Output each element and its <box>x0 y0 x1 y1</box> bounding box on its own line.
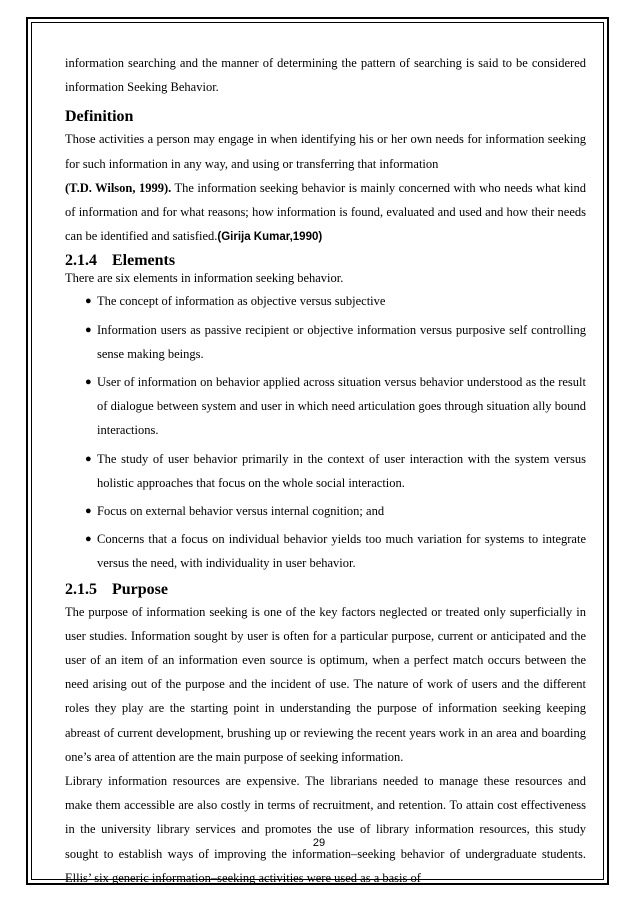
list-item: ● Information users as passive recipient or objective information versus purposive self controlling sense making beings. <box>65 318 586 366</box>
list-item: ● User of information on behavior applied across situation versus behavior understood as the result of dialogue between system and user in which need articulation goes through situation ally bound interactions. <box>65 370 586 443</box>
definition-text-1: Those activities a person may engage in when identifying his or her own needs for information seeking for such information in any way, and using or transferring that information <box>65 132 586 171</box>
elements-list <box>65 289 586 575</box>
purpose-paragraph-2: Library information resources are expensive. The librarians needed to manage these resources and make them accessible are also costly in terms of recruitment, and retention. To attain cost effectiveness in the university library services and promotes the use of library information resources, this study sought to establish ways of improving the information–seeking behavior of undergraduate students. Ellis’ six generic information–seeking activities were used as a basis of <box>65 774 586 885</box>
bullet-icon: ● <box>85 295 92 308</box>
definition-text-2: The information seeking behavior is mainly concerned with who needs what kind of information and for what reasons; how information is found, evaluated and used and how their needs can be identified and satisfied. <box>65 180 587 244</box>
elements-intro: There are six elements in information seeking behavior. <box>65 271 344 286</box>
bullet-icon: ● <box>85 533 92 546</box>
intro-paragraph: information searching and the manner of determining the pattern of searching is said to be considered information Seeking Behavior. <box>65 56 586 95</box>
definition-heading: Definition <box>65 108 134 126</box>
list-item: ● Concerns that a focus on individual behavior yields too much variation for systems to integrate versus the need, with individuality in user behavior. <box>65 527 586 575</box>
elements-heading <box>65 251 586 271</box>
list-item: ● The concept of information as objective versus subjective <box>65 289 586 313</box>
section-title: Elements <box>112 252 176 270</box>
bullet-icon: ● <box>85 376 92 389</box>
bullet-icon: ● <box>85 505 92 518</box>
section-number: 2.1.5 <box>65 580 97 598</box>
section-number: 2.1.4 <box>65 252 97 270</box>
list-item: ● Focus on external behavior versus internal cognition; and <box>65 499 586 523</box>
citation-kumar: (Girija Kumar,1990) <box>217 231 323 244</box>
purpose-paragraph-1: The purpose of information seeking is one of the key factors neglected or treated only superficially in user studies. Information sought by user is often for a particular purpose, current or anticipated and the user of an item of an information even source is optimum, when a perfect match occurs between the need arising out of the purpose and the incident of use. The nature of work of users and the different roles they play are the starting point in understanding the purpose of information seeking keeping abreast of current development, brushing up or reviewing the recent years work in an area and boarding one’s area of attention are the main purpose of seeking information. <box>65 604 586 764</box>
list-item: ● The study of user behavior primarily in the context of user interaction with the system versus holistic approaches that focus on the whole social interaction. <box>65 447 586 495</box>
page-number: 29 <box>312 837 326 849</box>
definition-paragraph <box>65 127 586 249</box>
purpose-heading <box>65 580 586 600</box>
section-title: Purpose <box>112 580 168 598</box>
citation-wilson: (T.D. Wilson, 1999). <box>65 180 172 195</box>
bullet-icon: ● <box>85 452 92 465</box>
document-body <box>65 51 586 890</box>
bullet-icon: ● <box>85 323 92 336</box>
